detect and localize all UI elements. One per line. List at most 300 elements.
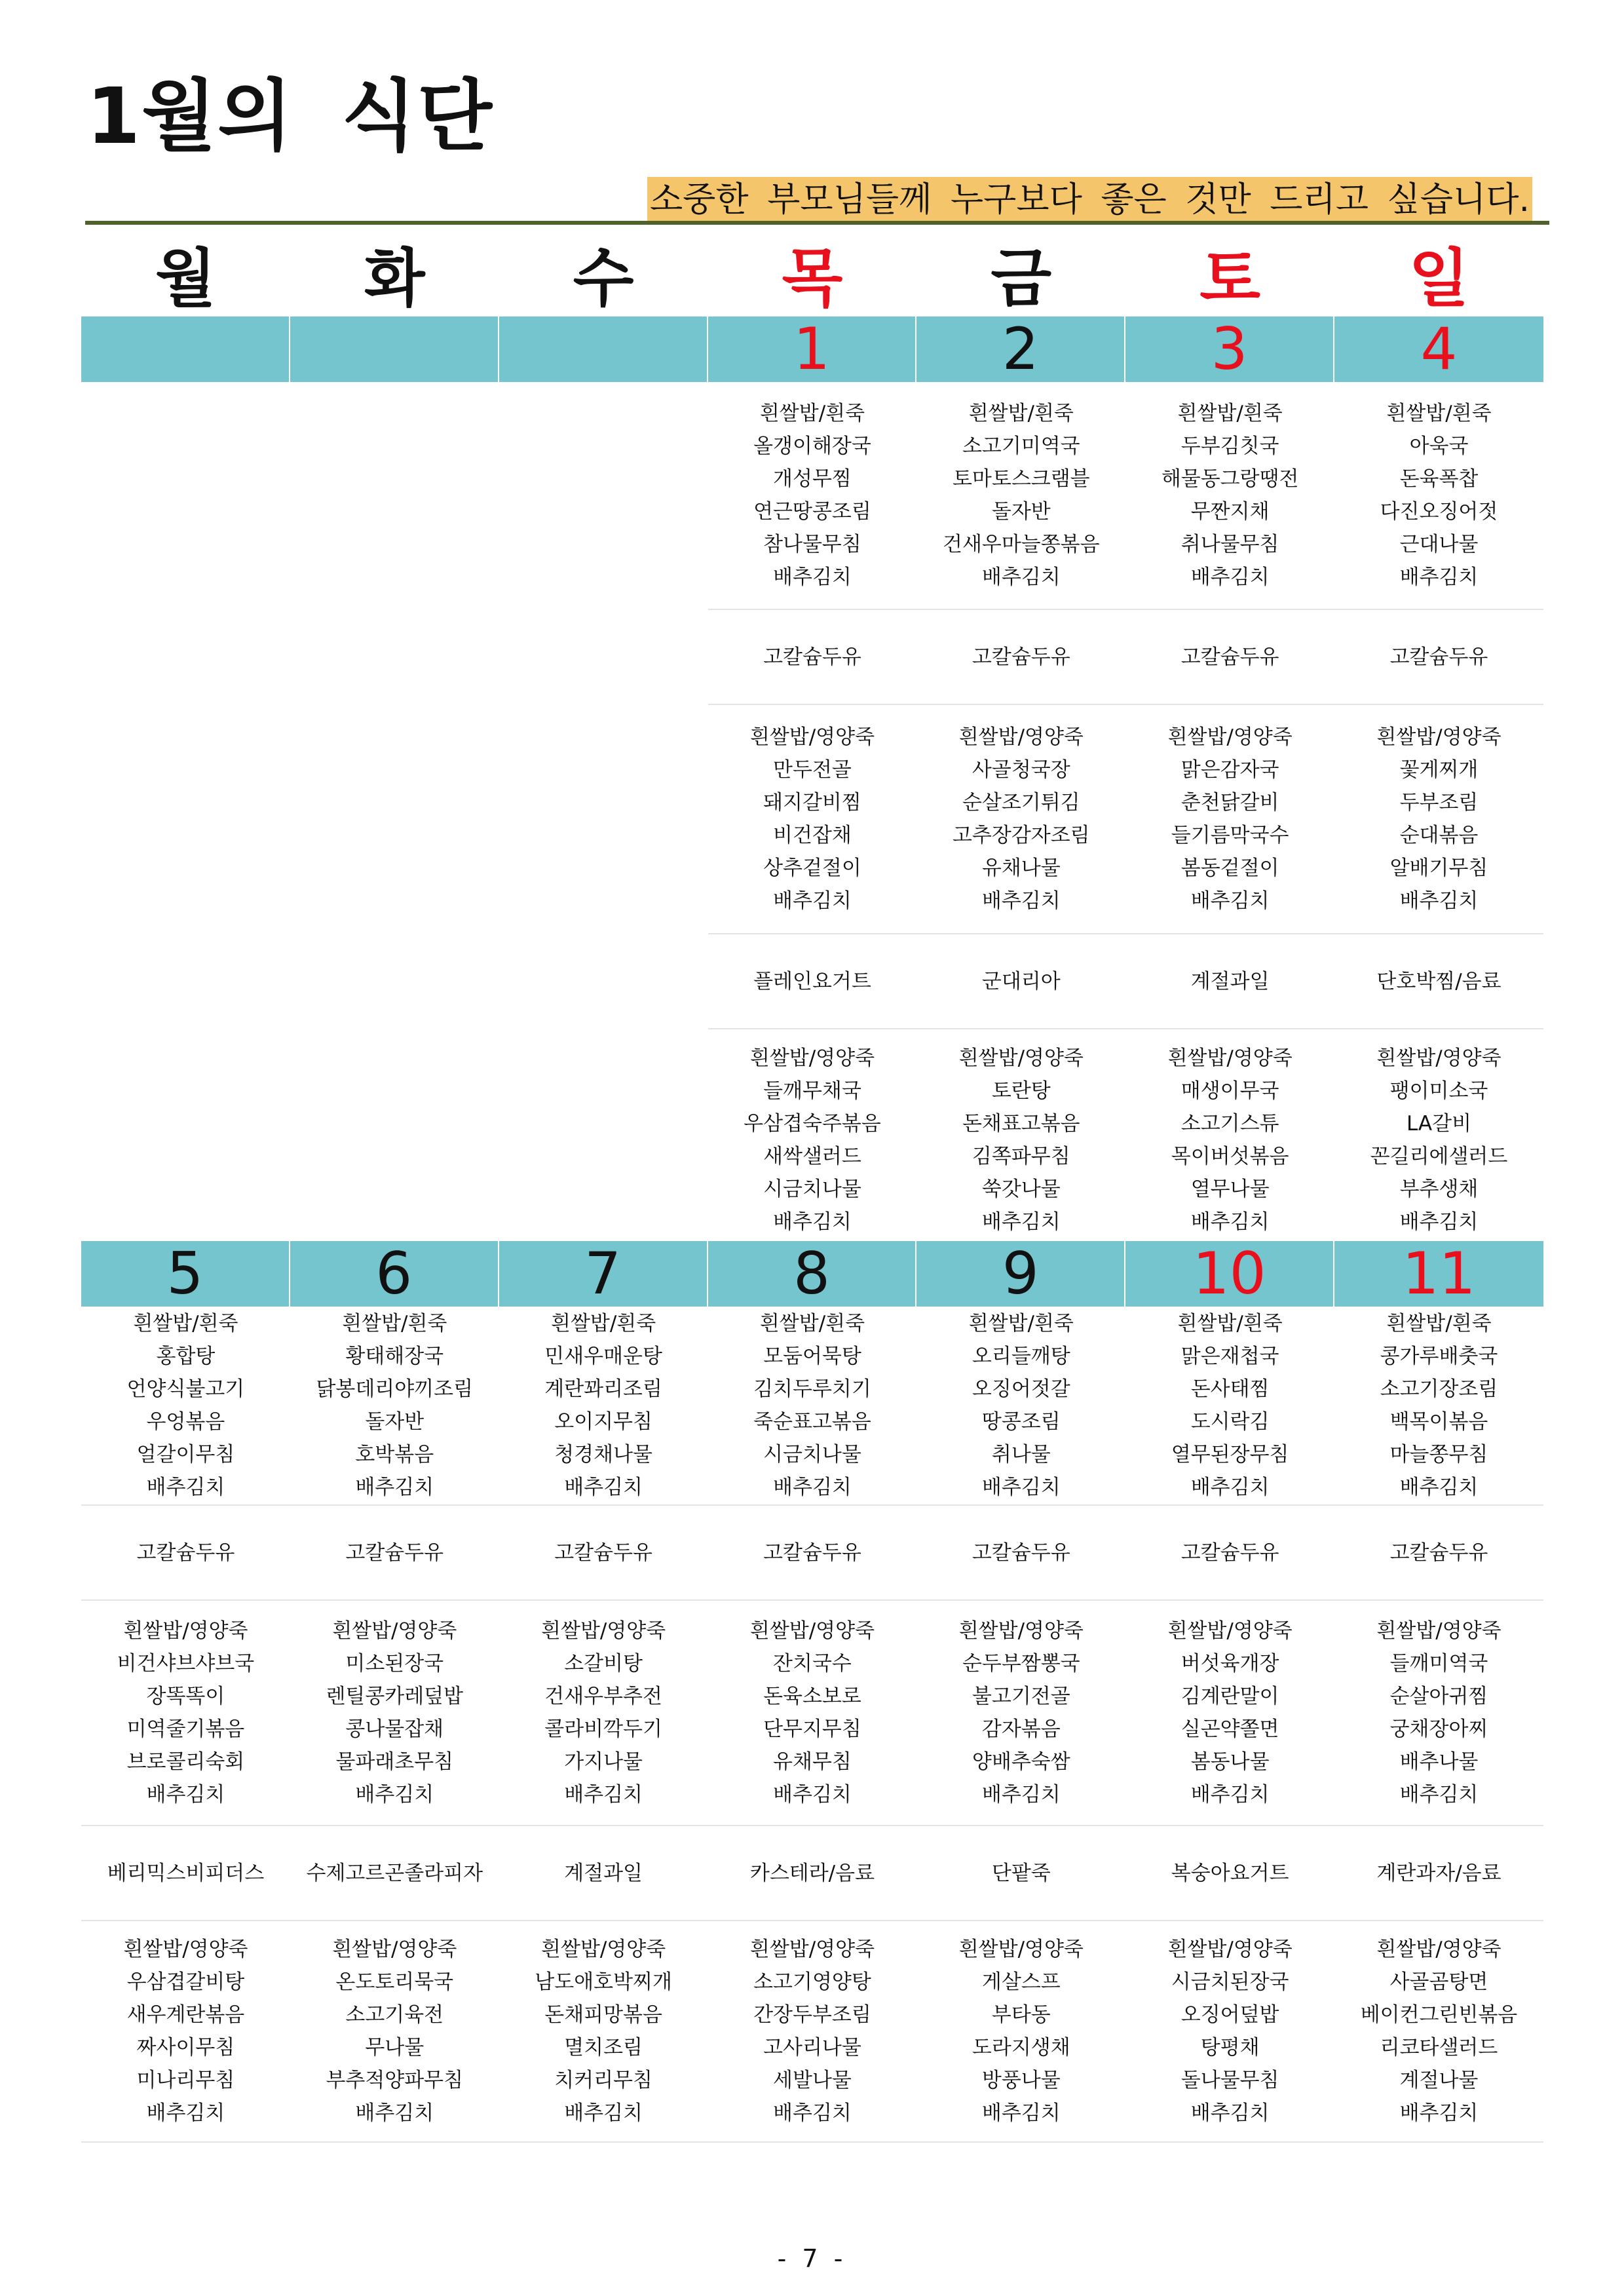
menu-item: 들기름막국수	[1171, 824, 1289, 847]
menu-item: 장똑똑이	[146, 1685, 225, 1708]
menu-item: 취나물	[991, 1443, 1051, 1466]
empty-slot	[499, 705, 708, 934]
menu-item: 탕평채	[1200, 2036, 1260, 2059]
menu-item: 배추김치	[1190, 2101, 1270, 2125]
day-column	[916, 1307, 1125, 2143]
menu-item: 배추김치	[773, 1783, 852, 1807]
menu-item: 봄동겉절이	[1180, 856, 1279, 880]
menu-item: 들깨미역국	[1389, 1652, 1488, 1675]
menu-item: 흰쌀밥/흰죽	[968, 1312, 1074, 1335]
menu-item: 닭봉데리야끼조림	[316, 1377, 474, 1401]
menu-item: 흰쌀밥/흰죽	[1386, 402, 1492, 425]
menu-item: 마늘쫑무침	[1389, 1443, 1488, 1466]
day-column	[290, 1307, 499, 2143]
menu-item: 미소된장국	[345, 1652, 444, 1675]
menu-item: 배추김치	[146, 2101, 225, 2125]
menu-item: 콩가루배춧국	[1380, 1345, 1498, 1368]
menu-item: 흰쌀밥/영양죽	[749, 725, 875, 749]
menu-item: LA갈비	[1406, 1112, 1472, 1136]
menu-item: 꼰길리에샐러드	[1370, 1145, 1508, 1168]
menu-item: 홍합탕	[156, 1345, 216, 1368]
menu-item: 흰쌀밥/영양죽	[958, 1938, 1084, 1961]
menu-item: 참나물무침	[763, 533, 861, 556]
subtitle-banner: 소중한 부모님들께 누구보다 좋은 것만 드리고 싶습니다.	[647, 177, 1532, 223]
menu-item: 배추김치	[1399, 1783, 1479, 1807]
day-column	[81, 1307, 290, 2143]
day-column	[1125, 382, 1334, 1251]
dinner-menu	[916, 1921, 1125, 2143]
menu-item: 흰쌀밥/영양죽	[958, 1619, 1084, 1643]
menu-item: 부추생채	[1399, 1177, 1479, 1201]
menu-item: 김쪽파무침	[972, 1145, 1070, 1168]
menu-item: 고추장감자조림	[952, 824, 1090, 847]
snack1-item	[1125, 610, 1334, 705]
menu-item: 치커리무침	[554, 2069, 652, 2092]
empty-slot	[290, 705, 499, 934]
menu-item: 배추김치	[773, 2101, 852, 2125]
menu-item: 소고기미역국	[962, 434, 1080, 458]
menu-item: 배추김치	[146, 1783, 225, 1807]
menu-item: 시금치나물	[763, 1443, 861, 1466]
date-number	[81, 316, 290, 382]
menu-item: 고칼슘두유	[972, 1540, 1070, 1565]
menu-item: 토란탕	[991, 1079, 1051, 1103]
menu-item: 건새우부추전	[544, 1685, 662, 1708]
lunch-menu	[916, 1601, 1125, 1826]
menu-item: 배추김치	[981, 889, 1061, 913]
lunch-menu	[708, 705, 917, 934]
menu-item: 모둠어묵탕	[763, 1345, 861, 1368]
menu-item: 리코타샐러드	[1380, 2036, 1498, 2059]
menu-item: 배추김치	[1190, 1783, 1270, 1807]
menu-item: 복숭아요거트	[1171, 1861, 1289, 1885]
menu-item: 얼갈이무침	[136, 1443, 235, 1466]
menu-item: 돈채피망볶음	[544, 2003, 662, 2027]
lunch-menu	[1125, 705, 1334, 934]
menu-item: 쑥갓나물	[981, 1177, 1061, 1201]
menu-item: 배추나물	[1399, 1750, 1479, 1774]
snack1-item	[916, 610, 1125, 705]
snack1-item	[290, 1506, 499, 1601]
menu-item: 양배추숙쌈	[972, 1750, 1070, 1774]
menu-item: 미역줄기볶음	[126, 1717, 245, 1741]
menu-item: 흰쌀밥/영양죽	[541, 1938, 666, 1961]
menu-item: 땅콩조림	[981, 1410, 1061, 1434]
snack1-item	[1334, 610, 1543, 705]
empty-slot	[499, 610, 708, 705]
menu-item: 오징어젓갈	[972, 1377, 1070, 1401]
snack2-item	[290, 1826, 499, 1921]
menu-item: 해물동그랑땡전	[1161, 467, 1299, 491]
menu-item: 김치두루치기	[753, 1377, 871, 1401]
menu-item: 배추김치	[1399, 2101, 1479, 2125]
menu-item: 두부김칫국	[1180, 434, 1279, 458]
snack2-item	[708, 1826, 917, 1921]
menu-item: 배추김치	[773, 565, 852, 589]
weekday-label: 일	[1408, 242, 1469, 315]
menu-item: 고칼슘두유	[1389, 1540, 1488, 1565]
menu-item: 배추김치	[1399, 565, 1479, 589]
menu-item: 흰쌀밥/영양죽	[1376, 725, 1501, 749]
menu-item: 흰쌀밥/영양죽	[1376, 1938, 1501, 1961]
menu-item: 고칼슘두유	[763, 645, 861, 669]
menu-item: 시금치나물	[763, 1177, 861, 1201]
menu-item: 배추김치	[981, 1783, 1061, 1807]
menu-item: 유채무침	[773, 1750, 852, 1774]
menu-item: 김계란말이	[1180, 1685, 1279, 1708]
empty-slot	[290, 382, 499, 610]
menu-item: 부추적양파무침	[326, 2069, 464, 2092]
menu-item: 순살아귀찜	[1389, 1685, 1488, 1708]
menu-item: 배추김치	[1190, 565, 1270, 589]
menu-grid	[81, 1307, 1543, 2143]
menu-item: 흰쌀밥/영양죽	[332, 1938, 457, 1961]
menu-item: 비건샤브샤브국	[117, 1652, 255, 1675]
snack1-item	[1125, 1506, 1334, 1601]
dinner-menu	[1125, 1029, 1334, 1251]
snack2-item	[1125, 934, 1334, 1029]
day-column	[81, 382, 290, 1251]
dinner-menu	[708, 1921, 917, 2143]
menu-item: 오이지무침	[554, 1410, 652, 1434]
menu-item: 다진오징어젓	[1380, 500, 1498, 524]
day-column	[708, 1307, 917, 2143]
lunch-menu	[1125, 1601, 1334, 1826]
menu-item: 배추김치	[146, 1476, 225, 1499]
menu-item: 돌자반	[991, 500, 1051, 524]
lunch-menu	[81, 1601, 290, 1826]
date-number: 9	[916, 1241, 1125, 1307]
snack2-item	[708, 934, 917, 1029]
lunch-menu	[1334, 1601, 1543, 1826]
menu-item: 순두부짬뽕국	[962, 1652, 1080, 1675]
dinner-menu	[916, 1029, 1125, 1251]
snack1-item	[708, 1506, 917, 1601]
menu-item: 흰쌀밥/영양죽	[1167, 1046, 1293, 1070]
menu-item: 온도토리묵국	[335, 1970, 454, 1994]
menu-item: 배추김치	[981, 565, 1061, 589]
menu-item: 사골청국장	[972, 758, 1070, 782]
empty-slot	[81, 382, 290, 610]
menu-item: 아욱국	[1409, 434, 1469, 458]
title-underline	[85, 221, 1549, 225]
empty-slot	[81, 934, 290, 1029]
breakfast-menu	[1125, 1307, 1334, 1506]
menu-item: 플레인요거트	[753, 969, 871, 993]
menu-item: 알배기무침	[1389, 856, 1488, 880]
menu-item: 만두전골	[773, 758, 852, 782]
page-title: 1월의 식단	[86, 71, 494, 161]
date-row	[81, 316, 1543, 382]
menu-item: 건새우마늘쫑볶음	[943, 533, 1100, 556]
lunch-menu	[499, 1601, 708, 1826]
menu-item: 도라지생채	[972, 2036, 1070, 2059]
menu-item: 흰쌀밥/흰죽	[551, 1312, 656, 1335]
date-row	[81, 1241, 1543, 1307]
date-number	[499, 316, 708, 382]
empty-slot	[290, 610, 499, 705]
snack1-item	[1334, 1506, 1543, 1601]
weekday-label: 금	[991, 242, 1052, 315]
menu-item: 흰쌀밥/영양죽	[1167, 1619, 1293, 1643]
lunch-menu	[916, 705, 1125, 934]
empty-slot	[499, 1029, 708, 1251]
menu-item: 돈육소보로	[763, 1685, 861, 1708]
empty-slot	[81, 1029, 290, 1251]
menu-item: 흰쌀밥/영양죽	[749, 1938, 875, 1961]
menu-item: 베이컨그린빈볶음	[1360, 2003, 1518, 2027]
empty-slot	[81, 610, 290, 705]
menu-item: 새우계란볶음	[126, 2003, 245, 2027]
breakfast-menu	[290, 1307, 499, 1506]
day-column	[499, 382, 708, 1251]
menu-item: 무짠지채	[1190, 500, 1270, 524]
date-number: 6	[290, 1241, 499, 1307]
menu-item: 흰쌀밥/영양죽	[958, 1046, 1084, 1070]
menu-item: 콜라비깍두기	[544, 1717, 662, 1741]
menu-item: 군대리아	[981, 969, 1061, 993]
day-column	[1334, 382, 1543, 1251]
menu-item: 황태해장국	[345, 1345, 444, 1368]
page-number: - 7 -	[777, 2244, 847, 2273]
menu-item: 멸치조림	[564, 2036, 643, 2059]
menu-item: 흰쌀밥/영양죽	[1376, 1619, 1501, 1643]
menu-item: 물파래초무침	[335, 1750, 454, 1774]
menu-item: 고칼슘두유	[345, 1540, 444, 1565]
menu-item: 무나물	[365, 2036, 425, 2059]
menu-item: 배추김치	[981, 1210, 1061, 1234]
dinner-menu	[1334, 1921, 1543, 2143]
menu-item: 카스테라/음료	[749, 1861, 875, 1885]
menu-item: 브로콜리숙회	[126, 1750, 245, 1774]
menu-item: 열무된장무침	[1171, 1443, 1289, 1466]
breakfast-menu	[1125, 382, 1334, 610]
menu-item: 방풍나물	[981, 2069, 1061, 2092]
snack2-item	[1125, 1826, 1334, 1921]
menu-item: 맑은재첩국	[1180, 1345, 1279, 1368]
menu-item: 고칼슘두유	[1180, 1540, 1279, 1565]
menu-item: 흰쌀밥/흰죽	[342, 1312, 447, 1335]
menu-item: 계절과일	[564, 1861, 643, 1885]
menu-item: 죽순표고볶음	[753, 1410, 871, 1434]
menu-item: 감자볶음	[981, 1717, 1061, 1741]
menu-item: 배추김치	[355, 1476, 434, 1499]
dinner-menu	[81, 1921, 290, 2143]
menu-item: 맑은감자국	[1180, 758, 1279, 782]
menu-item: 순대볶음	[1399, 824, 1479, 847]
menu-item: 고칼슘두유	[972, 645, 1070, 669]
weekday-label: 월	[155, 242, 216, 315]
menu-item: 배추김치	[981, 2101, 1061, 2125]
menu-item: 오징어덮밥	[1180, 2003, 1279, 2027]
menu-item: 소고기영양탕	[753, 1970, 871, 1994]
date-number: 11	[1402, 1240, 1476, 1307]
menu-item: 민새우매운탕	[544, 1345, 662, 1368]
snack1-item	[708, 610, 917, 705]
menu-item: 흰쌀밥/영양죽	[1167, 1938, 1293, 1961]
date-number: 8	[708, 1241, 917, 1307]
snack1-item	[499, 1506, 708, 1601]
menu-item: 돈사태찜	[1190, 1377, 1270, 1401]
menu-item: 흰쌀밥/흰죽	[133, 1312, 238, 1335]
menu-item: 흰쌀밥/영양죽	[958, 725, 1084, 749]
dinner-menu	[708, 1029, 917, 1251]
menu-item: 흰쌀밥/흰죽	[1386, 1312, 1492, 1335]
menu-item: 배추김치	[564, 2101, 643, 2125]
menu-item: 짜사이무침	[136, 2036, 235, 2059]
menu-item: 렌틸콩카레덮밥	[326, 1685, 464, 1708]
day-column	[499, 1307, 708, 2143]
menu-item: 단무지무침	[763, 1717, 861, 1741]
snack2-item	[81, 1826, 290, 1921]
menu-item: 배추김치	[564, 1783, 643, 1807]
date-number: 3	[1125, 316, 1334, 382]
menu-item: 근대나물	[1399, 533, 1479, 556]
breakfast-menu	[81, 1307, 290, 1506]
menu-item: 꽃게찌개	[1399, 758, 1479, 782]
menu-item: 콩나물잡채	[345, 1717, 444, 1741]
menu-item: 토마토스크램블	[952, 467, 1090, 491]
menu-item: 가지나물	[564, 1750, 643, 1774]
menu-item: 고칼슘두유	[554, 1540, 652, 1565]
menu-item: 사골곰탕면	[1389, 1970, 1488, 1994]
menu-item: 연근땅콩조림	[753, 500, 871, 524]
menu-item: 단호박찜/음료	[1376, 969, 1501, 993]
menu-item: 취나물무침	[1180, 533, 1279, 556]
date-number	[290, 316, 499, 382]
menu-item: 흰쌀밥/영양죽	[123, 1619, 248, 1643]
breakfast-menu	[708, 382, 917, 610]
menu-item: 춘천닭갈비	[1180, 791, 1279, 814]
menu-item: 베리믹스비피더스	[107, 1861, 265, 1885]
date-number: 5	[81, 1241, 290, 1307]
day-column	[916, 382, 1125, 1251]
menu-item: 잔치국수	[773, 1652, 852, 1675]
menu-item: 호박볶음	[355, 1443, 434, 1466]
breakfast-menu	[916, 382, 1125, 610]
day-column	[708, 382, 917, 1251]
menu-item: 올갱이해장국	[753, 434, 871, 458]
menu-item: 미나리무침	[136, 2069, 235, 2092]
weekday-label: 목	[782, 242, 843, 315]
menu-item: 우삼겹갈비탕	[126, 1970, 245, 1994]
menu-item: 흰쌀밥/영양죽	[1167, 725, 1293, 749]
menu-item: 흰쌀밥/흰죽	[759, 402, 865, 425]
dinner-menu	[1125, 1921, 1334, 2143]
empty-slot	[499, 934, 708, 1029]
menu-item: 고사리나물	[763, 2036, 861, 2059]
menu-item: 불고기전골	[972, 1685, 1070, 1708]
menu-item: 비건잡채	[773, 824, 852, 847]
menu-item: 흰쌀밥/영양죽	[749, 1619, 875, 1643]
menu-item: 순살조기튀김	[962, 791, 1080, 814]
menu-item: 돌나물무침	[1180, 2069, 1279, 2092]
weekday-label: 화	[364, 242, 425, 315]
menu-item: 배추김치	[1399, 889, 1479, 913]
menu-item: 청경채나물	[554, 1443, 652, 1466]
snack2-item	[916, 934, 1125, 1029]
menu-item: 흰쌀밥/영양죽	[1376, 1046, 1501, 1070]
menu-item: 우삼겹숙주볶음	[744, 1112, 881, 1136]
menu-item: 세발나물	[773, 2069, 852, 2092]
menu-item: 들깨무채국	[763, 1079, 861, 1103]
menu-item: 계란꽈리조림	[544, 1377, 662, 1401]
snack2-item	[499, 1826, 708, 1921]
menu-item: 배추김치	[981, 1476, 1061, 1499]
menu-item: 소고기육전	[345, 2003, 444, 2027]
menu-item: 새싹샐러드	[763, 1145, 861, 1168]
menu-item: 백목이볶음	[1389, 1410, 1488, 1434]
menu-item: 버섯육개장	[1180, 1652, 1279, 1675]
menu-item: 봄동나물	[1190, 1750, 1270, 1774]
menu-item: 계절나물	[1399, 2069, 1479, 2092]
date-number: 2	[916, 316, 1125, 382]
menu-item: 돼지갈비찜	[763, 791, 861, 814]
menu-item: 부타동	[991, 2003, 1051, 2027]
weekday-header	[81, 239, 1543, 318]
menu-grid	[81, 382, 1543, 1251]
menu-item: 흰쌀밥/영양죽	[332, 1619, 457, 1643]
weekday-label: 수	[573, 242, 634, 315]
menu-item: 개성무찜	[773, 467, 852, 491]
day-column	[1125, 1307, 1334, 2143]
dinner-menu	[499, 1921, 708, 2143]
snack1-item	[81, 1506, 290, 1601]
menu-item: 남도애호박찌개	[535, 1970, 672, 1994]
menu-item: 돈채표고볶음	[962, 1112, 1080, 1136]
snack1-item	[916, 1506, 1125, 1601]
menu-item: 배추김치	[355, 2101, 434, 2125]
menu-item: 흰쌀밥/영양죽	[749, 1046, 875, 1070]
lunch-menu	[290, 1601, 499, 1826]
menu-item: 배추김치	[564, 1476, 643, 1499]
breakfast-menu	[499, 1307, 708, 1506]
day-column	[1334, 1307, 1543, 2143]
menu-item: 고칼슘두유	[1389, 645, 1488, 669]
menu-item: 흰쌀밥/흰죽	[1177, 1312, 1283, 1335]
menu-item: 돌자반	[365, 1410, 425, 1434]
menu-item: 계절과일	[1190, 969, 1270, 993]
menu-item: 배추김치	[355, 1783, 434, 1807]
menu-item: 수제고르곤졸라피자	[306, 1861, 483, 1885]
date-number: 10	[1125, 1241, 1334, 1307]
breakfast-menu	[708, 1307, 917, 1506]
date-number: 1	[708, 316, 917, 382]
menu-item: 상추겉절이	[763, 856, 861, 880]
menu-item: 고칼슘두유	[763, 1540, 861, 1565]
menu-item: 배추김치	[1399, 1476, 1479, 1499]
menu-item: 소갈비탕	[564, 1652, 643, 1675]
lunch-menu	[708, 1601, 917, 1826]
snack2-item	[916, 1826, 1125, 1921]
empty-slot	[81, 705, 290, 934]
snack2-item	[1334, 934, 1543, 1029]
menu-item: 돈육폭찹	[1399, 467, 1479, 491]
menu-item: 궁채장아찌	[1389, 1717, 1488, 1741]
menu-item: 흰쌀밥/흰죽	[759, 1312, 865, 1335]
menu-item: 매생이무국	[1180, 1079, 1279, 1103]
empty-slot	[290, 1029, 499, 1251]
menu-item: 계란과자/음료	[1376, 1861, 1501, 1885]
empty-slot	[499, 382, 708, 610]
menu-item: 두부조림	[1399, 791, 1479, 814]
menu-item: 배추김치	[1399, 1210, 1479, 1234]
breakfast-menu	[1334, 382, 1543, 610]
menu-item: 흰쌀밥/흰죽	[1177, 402, 1283, 425]
menu-item: 고칼슘두유	[136, 1540, 235, 1565]
menu-item: 언양식불고기	[126, 1377, 245, 1401]
menu-item: 소고기스튜	[1180, 1112, 1279, 1136]
